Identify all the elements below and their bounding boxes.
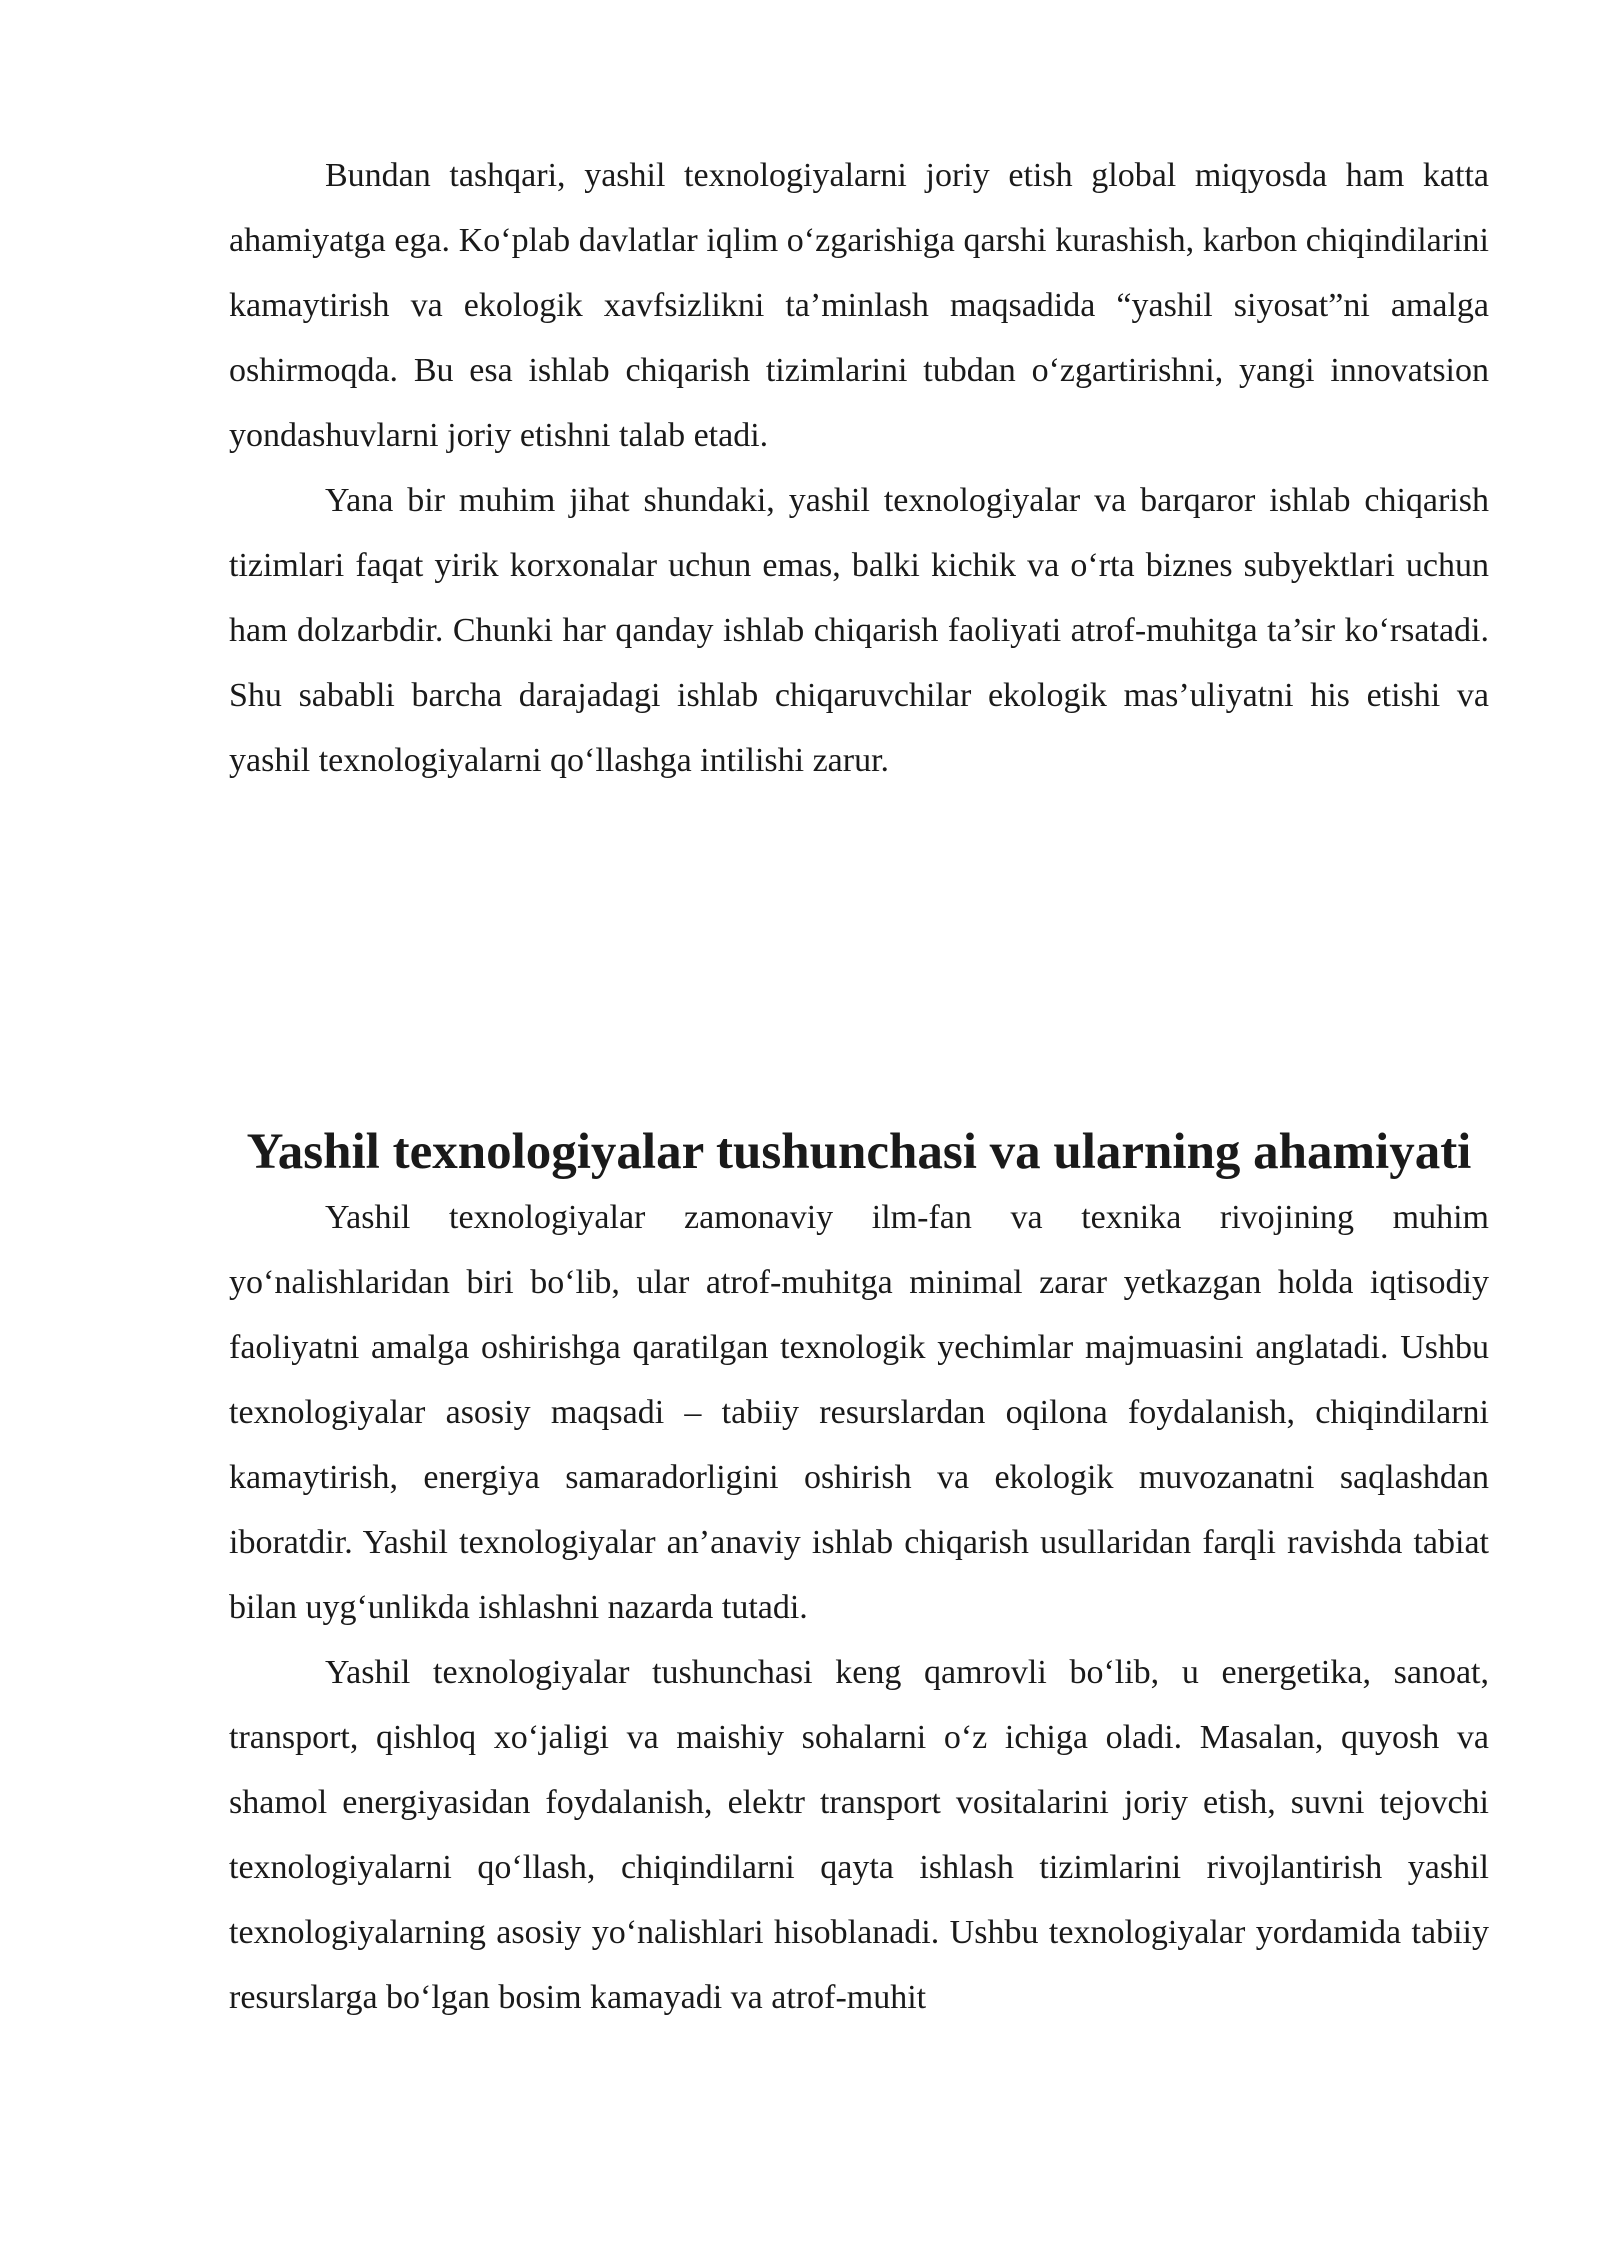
top-text-block (229, 143, 1489, 793)
section-heading: Yashil texnologiyalar tushunchasi va ularning ahamiyati (246, 1124, 1472, 1180)
paragraph-global-importance: Bundan tashqari, yashil texnologiyalarni joriy etish global miqyosda ham katta ahamiyatga ega. Ko‘plab davlatlar iqlim o‘zgarishiga qarshi kurashish, karbon chiqindilarini kamaytirish va ekologik xavfsizlikni ta’minlash maqsadida “yashil siyosat”ni amalga oshirmoqda. Bu esa ishlab chiqarish tizimlarini tubdan o‘zgartirishni, yangi innovatsion yondashuvlarni joriy etishni talab etadi. (229, 157, 1489, 454)
paragraph-definition: Yashil texnologiyalar zamonaviy ilm-fan va texnika rivojining muhim yo‘nalishlaridan biri bo‘lib, ular atrof-muhitga minimal zarar yetkazgan holda iqtisodiy faoliyatni amalga oshirishga qaratilgan texnologik yechimlar majmuasini anglatadi. Ushbu texnologiyalar asosiy maqsadi – tabiiy resurslardan oqilona foydalanish, chiqindilarni kamaytirish, energiya samaradorligini oshirish va ekologik muvozanatni saqlashdan iboratdir. Yashil texnologiyalar an’anaviy ishlab chiqarish usullaridan farqli ravishda tabiat bilan uyg‘unlikda ishlashni nazarda tutadi. (229, 1199, 1489, 1626)
paragraph-small-business: Yana bir muhim jihat shundaki, yashil texnologiyalar va barqaror ishlab chiqarish tizimlari faqat yirik korxonalar uchun emas, balki kichik va o‘rta biznes subyektlari uchun ham dolzarbdir. Chunki har qanday ishlab chiqarish faoliyati atrof-muhitga ta’sir ko‘rsatadi. Shu sababli barcha darajadagi ishlab chiqaruvchilar ekologik mas’uliyatni his etishi va yashil texnologiyalarni qo‘llashga intilishi zarur. (229, 482, 1489, 779)
section-block (229, 1120, 1489, 2030)
paragraph-scope: Yashil texnologiyalar tushunchasi keng qamrovli bo‘lib, u energetika, sanoat, transport, qishloq xo‘jaligi va maishiy sohalarni o‘z ichiga oladi. Masalan, quyosh va shamol energiyasidan foydalanish, elektr transport vositalarini joriy etish, suvni tejovchi texnologiyalarni qo‘llash, chiqindilarni qayta ishlash tizimlarini rivojlantirish yashil texnologiyalarning asosiy yo‘nalishlari hisoblanadi. Ushbu texnologiyalar yordamida tabiiy resurslarga bo‘lgan bosim kamayadi va atrof-muhit (229, 1654, 1489, 2016)
